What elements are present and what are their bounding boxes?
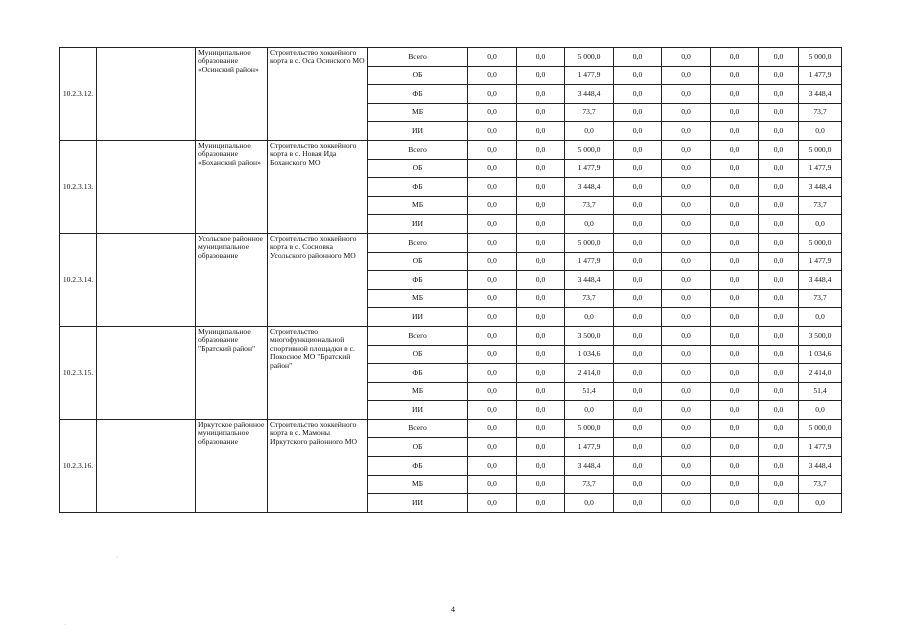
amount-cell: 3 448,4 bbox=[799, 178, 842, 197]
amount-cell: 0,0 bbox=[468, 419, 517, 438]
municipality-name: Муниципальное образование «Боханский район» bbox=[196, 140, 268, 233]
amount-cell: 0,0 bbox=[614, 326, 662, 345]
amount-cell: 0,0 bbox=[662, 252, 711, 271]
amount-cell: 0,0 bbox=[614, 233, 662, 252]
amount-cell: 0,0 bbox=[759, 308, 799, 327]
amount-cell: 0,0 bbox=[662, 364, 711, 383]
amount-cell: 0,0 bbox=[468, 271, 517, 290]
amount-cell: 73,7 bbox=[799, 196, 842, 215]
funding-source: ФБ bbox=[368, 178, 468, 197]
amount-cell: 0,0 bbox=[711, 457, 759, 476]
amount-cell: 0,0 bbox=[468, 85, 517, 104]
amount-cell: 1 477,9 bbox=[565, 438, 614, 457]
amount-cell: 0,0 bbox=[468, 364, 517, 383]
amount-cell: 2 414,0 bbox=[799, 364, 842, 383]
amount-cell: 0,0 bbox=[662, 271, 711, 290]
amount-cell: 2 414,0 bbox=[565, 364, 614, 383]
amount-cell: 3 500,0 bbox=[565, 326, 614, 345]
amount-cell: 5 000,0 bbox=[565, 140, 614, 159]
empty-cell bbox=[97, 233, 196, 326]
amount-cell: 0,0 bbox=[759, 196, 799, 215]
funding-source: Всего bbox=[368, 48, 468, 67]
funding-source: ОБ bbox=[368, 159, 468, 178]
amount-cell: 0,0 bbox=[759, 289, 799, 308]
amount-cell: 0,0 bbox=[711, 48, 759, 67]
amount-cell: 0,0 bbox=[711, 140, 759, 159]
amount-cell: 0,0 bbox=[468, 289, 517, 308]
amount-cell: 0,0 bbox=[662, 233, 711, 252]
amount-cell: 0,0 bbox=[799, 122, 842, 141]
amount-cell: 0,0 bbox=[799, 401, 842, 420]
amount-cell: 0,0 bbox=[614, 252, 662, 271]
amount-cell: 0,0 bbox=[711, 196, 759, 215]
funding-source: ИИ bbox=[368, 215, 468, 234]
amount-cell: 0,0 bbox=[565, 401, 614, 420]
funding-source: ИИ bbox=[368, 401, 468, 420]
amount-cell: 0,0 bbox=[517, 289, 565, 308]
table-row bbox=[60, 233, 842, 252]
amount-cell: 0,0 bbox=[614, 401, 662, 420]
amount-cell: 0,0 bbox=[711, 308, 759, 327]
table-row bbox=[60, 140, 842, 159]
amount-cell: 0,0 bbox=[614, 364, 662, 383]
amount-cell: 0,0 bbox=[468, 308, 517, 327]
funding-source: ФБ bbox=[368, 457, 468, 476]
item-code: 10.2.3.12. bbox=[60, 48, 97, 141]
amount-cell: 0,0 bbox=[614, 289, 662, 308]
amount-cell: 0,0 bbox=[759, 66, 799, 85]
amount-cell: 0,0 bbox=[711, 85, 759, 104]
funding-source: Всего bbox=[368, 140, 468, 159]
amount-cell: 0,0 bbox=[662, 289, 711, 308]
amount-cell: 0,0 bbox=[759, 103, 799, 122]
amount-cell: 0,0 bbox=[799, 494, 842, 513]
amount-cell: 51,4 bbox=[799, 382, 842, 401]
amount-cell: 0,0 bbox=[711, 271, 759, 290]
amount-cell: 0,0 bbox=[517, 122, 565, 141]
amount-cell: 0,0 bbox=[759, 401, 799, 420]
amount-cell: 0,0 bbox=[517, 159, 565, 178]
amount-cell: 0,0 bbox=[711, 382, 759, 401]
amount-cell: 5 000,0 bbox=[799, 419, 842, 438]
amount-cell: 0,0 bbox=[662, 196, 711, 215]
amount-cell: 0,0 bbox=[468, 494, 517, 513]
amount-cell: 0,0 bbox=[468, 438, 517, 457]
amount-cell: 0,0 bbox=[662, 419, 711, 438]
amount-cell: 0,0 bbox=[662, 326, 711, 345]
amount-cell: 0,0 bbox=[759, 345, 799, 364]
amount-cell: 0,0 bbox=[614, 122, 662, 141]
page-number: 4 bbox=[451, 605, 455, 614]
amount-cell: 0,0 bbox=[517, 48, 565, 67]
amount-cell: 0,0 bbox=[662, 345, 711, 364]
amount-cell: 1 477,9 bbox=[565, 159, 614, 178]
amount-cell: 3 448,4 bbox=[799, 85, 842, 104]
amount-cell: 0,0 bbox=[759, 475, 799, 494]
amount-cell: 0,0 bbox=[711, 401, 759, 420]
amount-cell: 1 477,9 bbox=[799, 66, 842, 85]
amount-cell: 0,0 bbox=[711, 438, 759, 457]
funding-source: ИИ bbox=[368, 122, 468, 141]
amount-cell: 3 448,4 bbox=[565, 85, 614, 104]
amount-cell: 0,0 bbox=[711, 215, 759, 234]
amount-cell: 0,0 bbox=[662, 48, 711, 67]
amount-cell: 0,0 bbox=[565, 122, 614, 141]
empty-cell bbox=[97, 419, 196, 512]
amount-cell: 73,7 bbox=[799, 103, 842, 122]
amount-cell: 0,0 bbox=[662, 382, 711, 401]
amount-cell: 0,0 bbox=[517, 364, 565, 383]
amount-cell: 0,0 bbox=[759, 364, 799, 383]
amount-cell: 0,0 bbox=[759, 271, 799, 290]
amount-cell: 0,0 bbox=[759, 85, 799, 104]
funding-source: ФБ bbox=[368, 85, 468, 104]
amount-cell: 0,0 bbox=[662, 66, 711, 85]
amount-cell: 0,0 bbox=[565, 494, 614, 513]
amount-cell: 0,0 bbox=[711, 289, 759, 308]
amount-cell: 0,0 bbox=[614, 475, 662, 494]
funding-source: ОБ bbox=[368, 66, 468, 85]
amount-cell: 0,0 bbox=[614, 66, 662, 85]
item-code: 10.2.3.13. bbox=[60, 140, 97, 233]
amount-cell: 0,0 bbox=[517, 308, 565, 327]
municipality-name: Муниципальное образование "Братский район" bbox=[196, 326, 268, 419]
funding-source: ФБ bbox=[368, 364, 468, 383]
funding-source: Всего bbox=[368, 233, 468, 252]
municipality-name: Муниципальное образование «Осинский район» bbox=[196, 48, 268, 141]
amount-cell: 73,7 bbox=[565, 103, 614, 122]
amount-cell: 0,0 bbox=[662, 438, 711, 457]
item-code: 10.2.3.16. bbox=[60, 419, 97, 512]
amount-cell: 5 000,0 bbox=[565, 233, 614, 252]
amount-cell: 3 448,4 bbox=[565, 457, 614, 476]
amount-cell: 0,0 bbox=[614, 308, 662, 327]
amount-cell: 0,0 bbox=[759, 382, 799, 401]
amount-cell: 0,0 bbox=[468, 401, 517, 420]
amount-cell: 1 477,9 bbox=[799, 438, 842, 457]
amount-cell: 73,7 bbox=[799, 475, 842, 494]
amount-cell: 0,0 bbox=[614, 457, 662, 476]
amount-cell: 0,0 bbox=[614, 345, 662, 364]
amount-cell: 0,0 bbox=[662, 494, 711, 513]
amount-cell: 0,0 bbox=[662, 140, 711, 159]
amount-cell: 0,0 bbox=[517, 85, 565, 104]
amount-cell: 3 448,4 bbox=[799, 271, 842, 290]
scan-speck: · bbox=[116, 555, 118, 561]
amount-cell: 0,0 bbox=[468, 178, 517, 197]
amount-cell: 0,0 bbox=[517, 271, 565, 290]
amount-cell: 1 477,9 bbox=[565, 66, 614, 85]
amount-cell: 0,0 bbox=[711, 178, 759, 197]
budget-table bbox=[59, 47, 842, 513]
amount-cell: 0,0 bbox=[759, 178, 799, 197]
amount-cell: 0,0 bbox=[711, 494, 759, 513]
amount-cell: 0,0 bbox=[711, 103, 759, 122]
amount-cell: 0,0 bbox=[614, 103, 662, 122]
amount-cell: 1 477,9 bbox=[565, 252, 614, 271]
amount-cell: 0,0 bbox=[517, 103, 565, 122]
amount-cell: 0,0 bbox=[759, 252, 799, 271]
amount-cell: 0,0 bbox=[662, 308, 711, 327]
amount-cell: 0,0 bbox=[614, 178, 662, 197]
funding-source: ИИ bbox=[368, 308, 468, 327]
funding-source: МБ bbox=[368, 196, 468, 215]
amount-cell: 0,0 bbox=[662, 85, 711, 104]
funding-source: МБ bbox=[368, 382, 468, 401]
project-name: Строительство хоккейного корта в с. Оса Осинского МО bbox=[268, 48, 368, 141]
amount-cell: 0,0 bbox=[468, 475, 517, 494]
amount-cell: 5 000,0 bbox=[565, 419, 614, 438]
amount-cell: 73,7 bbox=[565, 475, 614, 494]
amount-cell: 0,0 bbox=[468, 140, 517, 159]
amount-cell: 0,0 bbox=[662, 103, 711, 122]
amount-cell: 0,0 bbox=[759, 122, 799, 141]
amount-cell: 73,7 bbox=[565, 289, 614, 308]
amount-cell: 0,0 bbox=[565, 215, 614, 234]
amount-cell: 0,0 bbox=[517, 382, 565, 401]
table-row bbox=[60, 419, 842, 438]
amount-cell: 0,0 bbox=[759, 419, 799, 438]
funding-source: МБ bbox=[368, 103, 468, 122]
amount-cell: 1 477,9 bbox=[799, 252, 842, 271]
amount-cell: 3 448,4 bbox=[565, 178, 614, 197]
table-row bbox=[60, 326, 842, 345]
amount-cell: 3 500,0 bbox=[799, 326, 842, 345]
table-row bbox=[60, 48, 842, 67]
project-name: Строительство многофункциональной спортивной площадки в с. Покосное МО "Братский район" bbox=[268, 326, 368, 419]
amount-cell: 0,0 bbox=[517, 215, 565, 234]
funding-source: ФБ bbox=[368, 271, 468, 290]
amount-cell: 0,0 bbox=[759, 438, 799, 457]
funding-source: МБ bbox=[368, 475, 468, 494]
amount-cell: 0,0 bbox=[759, 48, 799, 67]
amount-cell: 0,0 bbox=[711, 233, 759, 252]
amount-cell: 0,0 bbox=[468, 382, 517, 401]
amount-cell: 0,0 bbox=[759, 457, 799, 476]
amount-cell: 0,0 bbox=[468, 196, 517, 215]
amount-cell: 51,4 bbox=[565, 382, 614, 401]
funding-source: ОБ bbox=[368, 438, 468, 457]
amount-cell: 0,0 bbox=[711, 66, 759, 85]
amount-cell: 0,0 bbox=[614, 271, 662, 290]
amount-cell: 73,7 bbox=[799, 289, 842, 308]
amount-cell: 0,0 bbox=[662, 159, 711, 178]
amount-cell: 0,0 bbox=[614, 85, 662, 104]
project-name: Строительство хоккейного корта в с. Сосновка Усольского районного МО bbox=[268, 233, 368, 326]
amount-cell: 0,0 bbox=[711, 419, 759, 438]
amount-cell: 0,0 bbox=[468, 48, 517, 67]
amount-cell: 0,0 bbox=[468, 103, 517, 122]
amount-cell: 1 477,9 bbox=[799, 159, 842, 178]
amount-cell: 0,0 bbox=[614, 438, 662, 457]
amount-cell: 0,0 bbox=[759, 494, 799, 513]
amount-cell: 0,0 bbox=[517, 233, 565, 252]
scan-speck: · bbox=[64, 622, 66, 628]
amount-cell: 0,0 bbox=[614, 196, 662, 215]
amount-cell: 0,0 bbox=[468, 66, 517, 85]
amount-cell: 0,0 bbox=[614, 419, 662, 438]
amount-cell: 0,0 bbox=[517, 345, 565, 364]
amount-cell: 0,0 bbox=[711, 326, 759, 345]
table-body bbox=[60, 48, 842, 513]
funding-source: МБ bbox=[368, 289, 468, 308]
funding-source: Всего bbox=[368, 419, 468, 438]
amount-cell: 0,0 bbox=[662, 215, 711, 234]
amount-cell: 0,0 bbox=[662, 178, 711, 197]
amount-cell: 0,0 bbox=[759, 215, 799, 234]
empty-cell bbox=[97, 326, 196, 419]
amount-cell: 0,0 bbox=[759, 326, 799, 345]
funding-source: ИИ bbox=[368, 494, 468, 513]
amount-cell: 0,0 bbox=[662, 401, 711, 420]
amount-cell: 0,0 bbox=[468, 252, 517, 271]
amount-cell: 0,0 bbox=[517, 475, 565, 494]
amount-cell: 0,0 bbox=[711, 364, 759, 383]
amount-cell: 0,0 bbox=[799, 215, 842, 234]
amount-cell: 0,0 bbox=[614, 48, 662, 67]
amount-cell: 0,0 bbox=[517, 140, 565, 159]
amount-cell: 0,0 bbox=[711, 122, 759, 141]
amount-cell: 0,0 bbox=[614, 159, 662, 178]
amount-cell: 0,0 bbox=[468, 345, 517, 364]
amount-cell: 73,7 bbox=[565, 196, 614, 215]
amount-cell: 0,0 bbox=[468, 122, 517, 141]
amount-cell: 0,0 bbox=[517, 457, 565, 476]
amount-cell: 0,0 bbox=[711, 475, 759, 494]
amount-cell: 1 034,6 bbox=[565, 345, 614, 364]
amount-cell: 0,0 bbox=[759, 140, 799, 159]
funding-source: ОБ bbox=[368, 345, 468, 364]
item-code: 10.2.3.14. bbox=[60, 233, 97, 326]
amount-cell: 0,0 bbox=[468, 233, 517, 252]
empty-cell bbox=[97, 48, 196, 141]
amount-cell: 0,0 bbox=[517, 196, 565, 215]
project-name: Строительство хоккейного корта в с. Мамоны Иркутского районного МО bbox=[268, 419, 368, 512]
amount-cell: 0,0 bbox=[711, 159, 759, 178]
amount-cell: 5 000,0 bbox=[799, 233, 842, 252]
amount-cell: 0,0 bbox=[468, 326, 517, 345]
amount-cell: 0,0 bbox=[565, 308, 614, 327]
amount-cell: 0,0 bbox=[517, 326, 565, 345]
amount-cell: 5 000,0 bbox=[565, 48, 614, 67]
item-code: 10.2.3.15. bbox=[60, 326, 97, 419]
amount-cell: 0,0 bbox=[711, 345, 759, 364]
amount-cell: 0,0 bbox=[614, 140, 662, 159]
empty-cell bbox=[97, 140, 196, 233]
municipality-name: Усольское районное муниципальное образование bbox=[196, 233, 268, 326]
amount-cell: 3 448,4 bbox=[565, 271, 614, 290]
amount-cell: 0,0 bbox=[468, 159, 517, 178]
amount-cell: 5 000,0 bbox=[799, 140, 842, 159]
amount-cell: 5 000,0 bbox=[799, 48, 842, 67]
amount-cell: 0,0 bbox=[614, 215, 662, 234]
amount-cell: 0,0 bbox=[614, 382, 662, 401]
amount-cell: 0,0 bbox=[517, 252, 565, 271]
amount-cell: 0,0 bbox=[468, 215, 517, 234]
amount-cell: 0,0 bbox=[517, 438, 565, 457]
amount-cell: 0,0 bbox=[614, 494, 662, 513]
amount-cell: 0,0 bbox=[517, 401, 565, 420]
amount-cell: 0,0 bbox=[662, 475, 711, 494]
amount-cell: 0,0 bbox=[517, 178, 565, 197]
amount-cell: 0,0 bbox=[517, 419, 565, 438]
amount-cell: 0,0 bbox=[517, 66, 565, 85]
amount-cell: 0,0 bbox=[662, 122, 711, 141]
amount-cell: 0,0 bbox=[759, 159, 799, 178]
municipality-name: Иркутское районное муниципальное образование bbox=[196, 419, 268, 512]
amount-cell: 3 448,4 bbox=[799, 457, 842, 476]
amount-cell: 1 034,6 bbox=[799, 345, 842, 364]
project-name: Строительство хоккейного корта в с. Новая Ида Боханского МО bbox=[268, 140, 368, 233]
amount-cell: 0,0 bbox=[711, 252, 759, 271]
funding-source: Всего bbox=[368, 326, 468, 345]
amount-cell: 0,0 bbox=[468, 457, 517, 476]
amount-cell: 0,0 bbox=[759, 233, 799, 252]
amount-cell: 0,0 bbox=[662, 457, 711, 476]
amount-cell: 0,0 bbox=[517, 494, 565, 513]
funding-source: ОБ bbox=[368, 252, 468, 271]
amount-cell: 0,0 bbox=[799, 308, 842, 327]
